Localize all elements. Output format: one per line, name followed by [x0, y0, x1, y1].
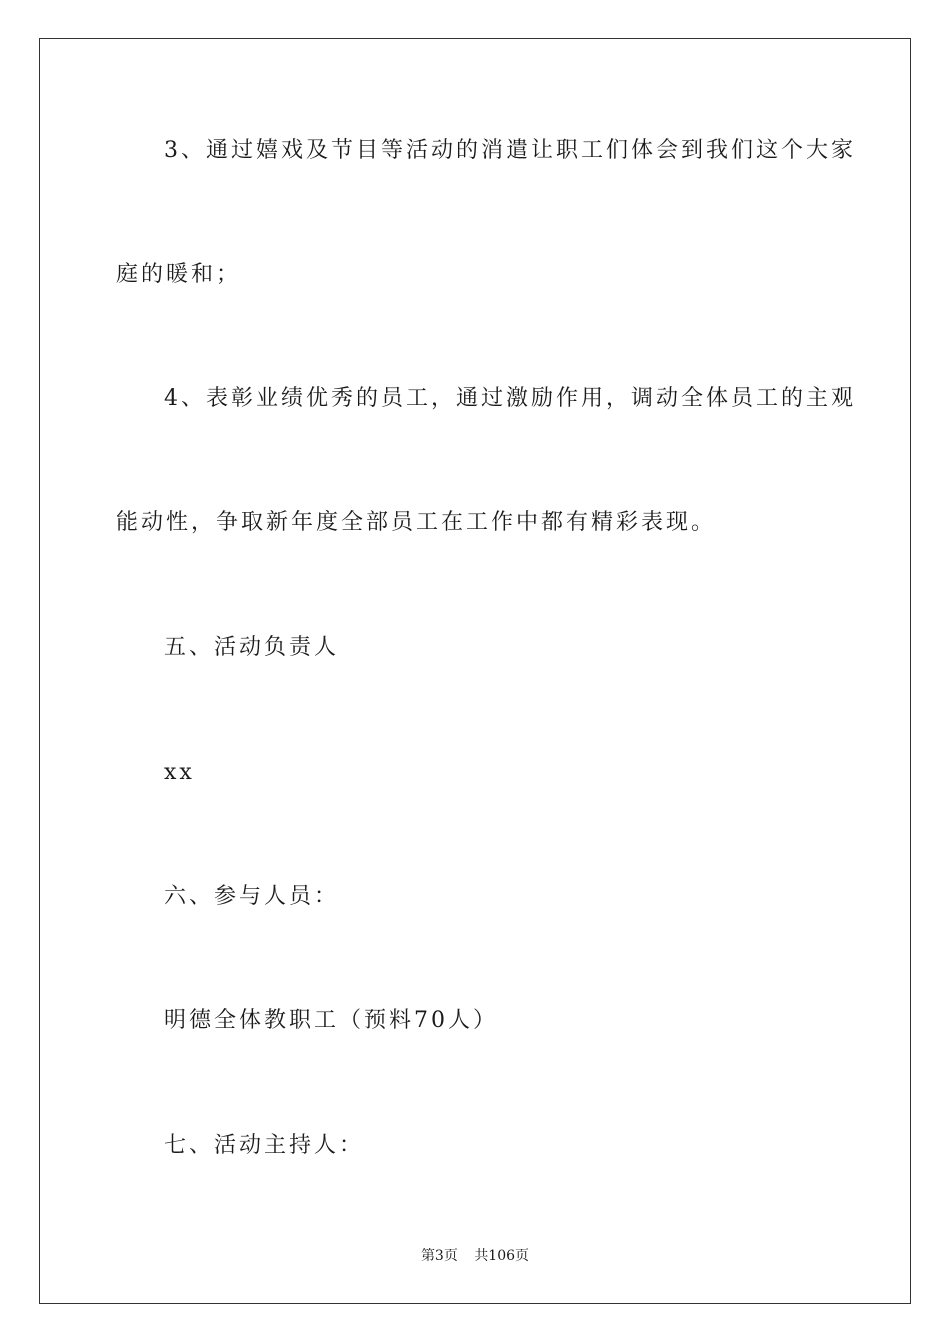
paragraph-line-2: 庭的暖和；: [116, 262, 242, 287]
page-footer: [0, 1246, 950, 1266]
paragraph-line-1: 3、通过嬉戏及节目等活动的消遣让职工们体会到我们这个大家: [164, 138, 856, 163]
paragraph-line-3: 4、表彰业绩优秀的员工，通过激励作用，调动全体员工的主观: [164, 386, 856, 411]
section-heading-seven: 七、活动主持人：: [164, 1133, 365, 1158]
responsible-person: xx: [164, 760, 195, 785]
page-number-total: 共106页: [474, 1248, 530, 1264]
page-number-current: 第3页: [420, 1248, 458, 1264]
section-heading-six: 六、参与人员：: [164, 884, 340, 909]
section-heading-five: 五、活动负责人: [164, 635, 340, 660]
page-border: [39, 38, 911, 1304]
paragraph-line-4: 能动性，争取新年度全部员工在工作中都有精彩表现。: [116, 510, 717, 535]
participants-text: 明德全体教职工（预料70人）: [164, 1008, 498, 1033]
